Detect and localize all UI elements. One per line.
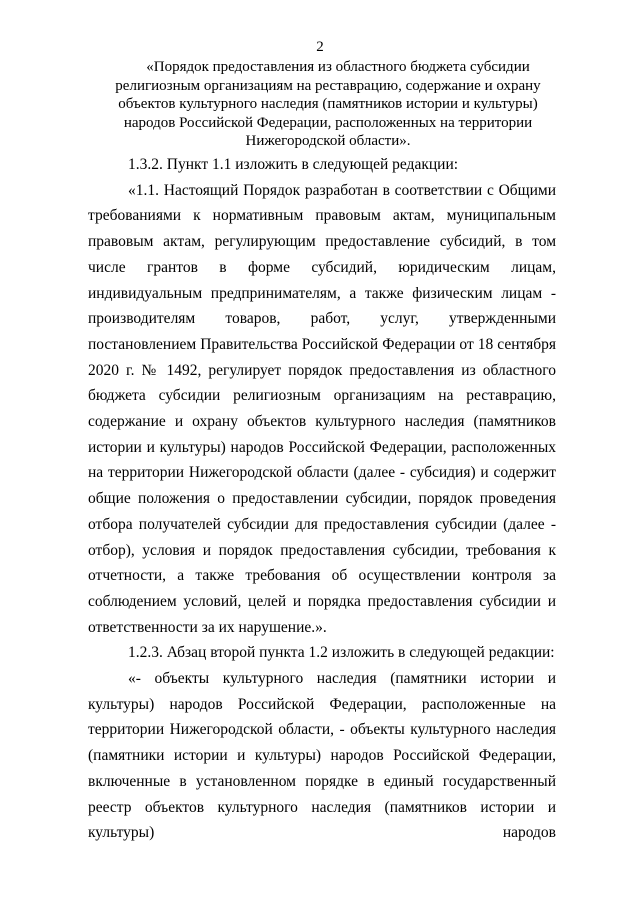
document-body [88,152,556,846]
paragraph-1-3-2: 1.3.2. Пункт 1.1 изложить в следующей редакции: [128,156,459,173]
page-number: 2 [316,39,324,55]
title-rest: религиозным организациям на реставрацию, содержание и охрану объектов культурного наследия (памятников истории и культуры) народов Российской Федерации, расположенных на территории Нижегородской области». [115,77,541,149]
paragraph-1-2-3: 1.2.3. Абзац второй пункта 1.2 изложить в следующей редакции: [128,644,555,662]
title-line-1: «Порядок предоставления из областного бюджета субсидии [146,59,530,75]
paragraph-1-1-text: «1.1. Настоящий Порядок разработан в соответствии с Общими требованиями к нормативным правовым актам, муниципальным правовым актам, регулирующим предоставление субсидий, в том числе грантов в форме субсидий, юридическим лицам, индивидуальным предпринимателям, а также физическим лицам - производителям товаров, работ, услуг, утвержденными постановлением Правительства Российской Федерации от 18 сентября 2020 г. № 1492, регулирует порядок предоставления из областного бюджета субсидии религиозным организациям на реставрацию, содержание и охрану объектов культурного наследия (памятников истории и культуры) народов Российской Федерации, расположенных на территории Нижегородской области (далее - субсидия) и содержит общие положения о предоставлении субсидии, порядок проведения отбора получателей субсидии для предоставления субсидии (далее - отбор), условия и порядок предоставления субсидии, требования к отчетности, а также требования об осуществлении контроля за соблюдением условий, целей и порядка предоставления субсидии и ответственности за их нарушение.». [88,181,556,636]
paragraph-cultural-heritage: «- объекты культурного наследия (памятники истории и культуры) народов Российской Федерации, расположенные на территории Нижегородской области, - объекты культурного наследия (памятники истории и культуры) народов Российской Федерации, включенные в установленном порядке в единый государственный реестр объектов культурного наследия (памятников истории и культуры) народов [88,670,556,842]
document-title [98,58,558,151]
